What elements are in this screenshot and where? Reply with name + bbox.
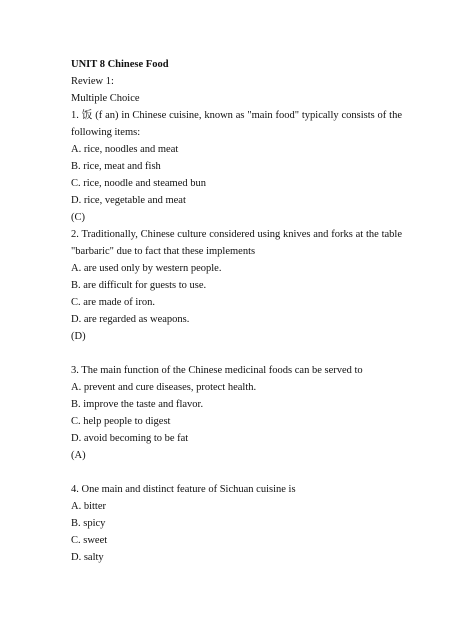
question-1-option-a: A. rice, noodles and meat <box>71 144 179 155</box>
question-3-option-d: D. avoid becoming to be fat <box>71 433 189 444</box>
question-3-answer: (A) <box>71 450 86 461</box>
question-2-option-b: B. are difficult for guests to use. <box>71 280 207 291</box>
question-2-text-cont: "barbaric" due to fact that these implements <box>71 246 256 257</box>
question-3-text: 3. The main function of the Chinese medicinal foods can be served to <box>71 365 363 376</box>
question-4-option-a: A. bitter <box>71 501 106 512</box>
question-2-option-d: D. are regarded as weapons. <box>71 314 190 325</box>
review-heading: Review 1: <box>71 76 114 87</box>
question-1-text: 1. 饭 (f an) in Chinese cuisine, known as "main food" typically consists of the <box>71 110 402 121</box>
question-4-text: 4. One main and distinct feature of Sichuan cuisine is <box>71 484 296 495</box>
section-heading: Multiple Choice <box>71 93 140 104</box>
question-2-option-a: A. are used only by western people. <box>71 263 222 274</box>
question-2-option-c: C. are made of iron. <box>71 297 155 308</box>
question-1-answer: (C) <box>71 212 85 223</box>
question-3-option-a: A. prevent and cure diseases, protect health. <box>71 382 257 393</box>
question-2-answer: (D) <box>71 331 86 342</box>
question-4-option-b: B. spicy <box>71 518 106 529</box>
question-2-text: 2. Traditionally, Chinese culture considered using knives and forks at the table <box>71 229 402 240</box>
question-4-option-c: C. sweet <box>71 535 108 546</box>
question-3-option-c: C. help people to digest <box>71 416 171 427</box>
question-3-option-b: B. improve the taste and flavor. <box>71 399 204 410</box>
question-1-option-d: D. rice, vegetable and meat <box>71 195 186 206</box>
question-4-option-d: D. salty <box>71 552 104 563</box>
question-1-option-b: B. rice, meat and fish <box>71 161 161 172</box>
unit-title: UNIT 8 Chinese Food <box>71 59 169 70</box>
question-1-text-cont: following items: <box>71 127 141 138</box>
question-1-option-c: C. rice, noodle and steamed bun <box>71 178 207 189</box>
